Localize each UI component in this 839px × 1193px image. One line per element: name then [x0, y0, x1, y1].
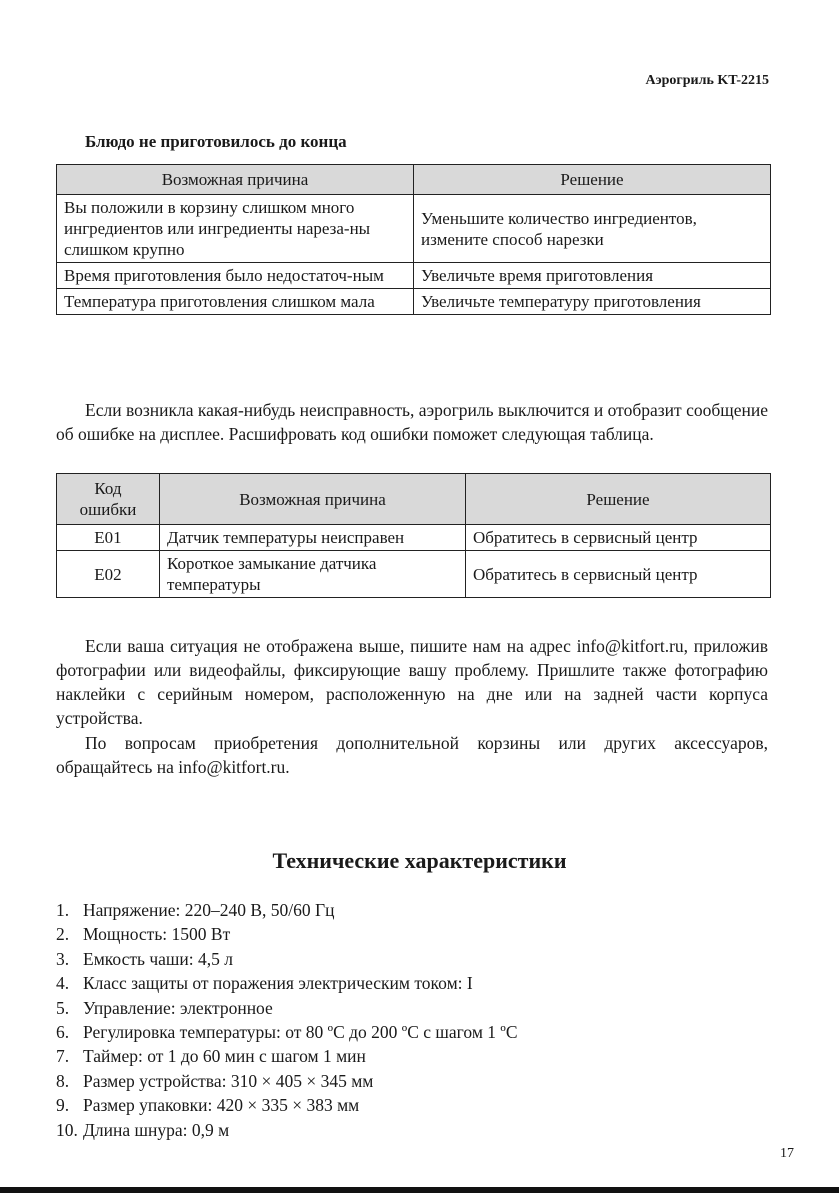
table-row [57, 263, 771, 289]
column-header-cause: Возможная причина [57, 165, 414, 195]
spec-text: Таймер: от 1 до 60 мин с шагом 1 мин [83, 1046, 366, 1067]
spec-number: 5. [56, 997, 70, 1018]
spec-text: Емкость чаши: 4,5 л [83, 948, 233, 969]
table-header-row [57, 165, 771, 195]
spec-text: Мощность: 1500 Вт [83, 924, 231, 945]
spec-item [56, 922, 518, 946]
tech-specs-list [56, 898, 518, 1142]
tech-specs-title: Технические характеристики [272, 848, 567, 873]
spec-text: Размер упаковки: 420 × 335 × 383 мм [83, 1095, 360, 1116]
section-title: Блюдо не приготовилось до конца [85, 132, 347, 151]
spec-number: 2. [56, 924, 70, 945]
contact-paragraph [56, 634, 768, 730]
table-row [57, 551, 771, 598]
solution-cell: Увеличьте время приготовления [414, 263, 771, 289]
column-header-code: Код ошибки [57, 474, 160, 525]
spec-text: Управление: электронное [83, 997, 273, 1018]
error-code-cell: E01 [57, 525, 160, 551]
cause-cell: Вы положили в корзину слишком много ингредиентов или ингредиенты нареза-ны слишком крупно [57, 195, 414, 263]
table-row [57, 289, 771, 315]
spec-item [56, 947, 518, 971]
cause-cell: Время приготовления было недостаточ-ным [57, 263, 414, 289]
spec-item [56, 1069, 518, 1093]
column-header-cause: Возможная причина [160, 474, 466, 525]
table-row [57, 525, 771, 551]
spec-number: 1. [56, 900, 70, 920]
spec-text: Напряжение: 220–240 В, 50/60 Гц [83, 900, 335, 920]
solution-cell: Обратитесь в сервисный центр [466, 525, 771, 551]
error-code-cell: E02 [57, 551, 160, 598]
column-header-solution: Решение [466, 474, 771, 525]
spec-item [56, 898, 518, 922]
cause-cell: Датчик температуры неисправен [160, 525, 466, 551]
spec-number: 4. [56, 973, 70, 994]
contact-text: Если ваша ситуация не отображена выше, пишите нам на адрес info@kitfort.ru, приложив фотографии или видеофайлы, фиксирующие вашу проблему. Пришлите также фотографию наклейки с серийным номером, расположенную на дне или на задней части корпуса устройства. [56, 636, 768, 728]
table-header-row [57, 474, 771, 525]
spec-number: 10. [56, 1119, 78, 1140]
table-row [57, 195, 771, 263]
spec-item [56, 1093, 518, 1117]
spec-text: Длина шнура: 0,9 м [83, 1119, 230, 1140]
spec-number: 8. [56, 1070, 70, 1091]
spec-item [56, 971, 518, 995]
spec-item [56, 1020, 518, 1044]
column-header-solution: Решение [414, 165, 771, 195]
spec-number: 7. [56, 1046, 70, 1067]
error-intro-paragraph [56, 398, 768, 446]
cause-cell: Температура приготовления слишком мала [57, 289, 414, 315]
spec-item [56, 996, 518, 1020]
solution-cell: Увеличьте температуру приготовления [414, 289, 771, 315]
spec-number: 3. [56, 948, 70, 969]
spec-number: 9. [56, 1095, 70, 1116]
page-bottom-border [0, 1187, 839, 1193]
solution-cell: Обратитесь в сервисный центр [466, 551, 771, 598]
troubleshooting-table [56, 164, 771, 315]
spec-text: Регулировка температуры: от 80 ºС до 200 ºС с шагом 1 ºС [83, 1022, 518, 1043]
spec-text: Размер устройства: 310 × 405 × 345 мм [83, 1070, 374, 1091]
accessories-paragraph [56, 731, 768, 779]
accessories-text: По вопросам приобретения дополнительной корзины или других аксессуаров, обращайтесь на info@kitfort.ru. [56, 733, 768, 777]
error-code-table [56, 473, 771, 598]
cause-cell: Короткое замыкание датчика температуры [160, 551, 466, 598]
solution-cell: Уменьшите количество ингредиентов, измените способ нарезки [414, 195, 771, 263]
page-number: 17 [780, 1146, 794, 1161]
spec-number: 6. [56, 1022, 70, 1043]
error-intro-text: Если возникла какая-нибудь неисправность, аэрогриль выключится и отобразит сообщение об ошибке на дисплее. Расшифровать код ошибки поможет следующая таблица. [56, 400, 768, 444]
spec-item [56, 1044, 518, 1068]
spec-text: Класс защиты от поражения электрическим током: I [83, 973, 473, 994]
spec-item [56, 1118, 518, 1142]
document-header: Аэрогриль KT-2215 [645, 73, 769, 88]
